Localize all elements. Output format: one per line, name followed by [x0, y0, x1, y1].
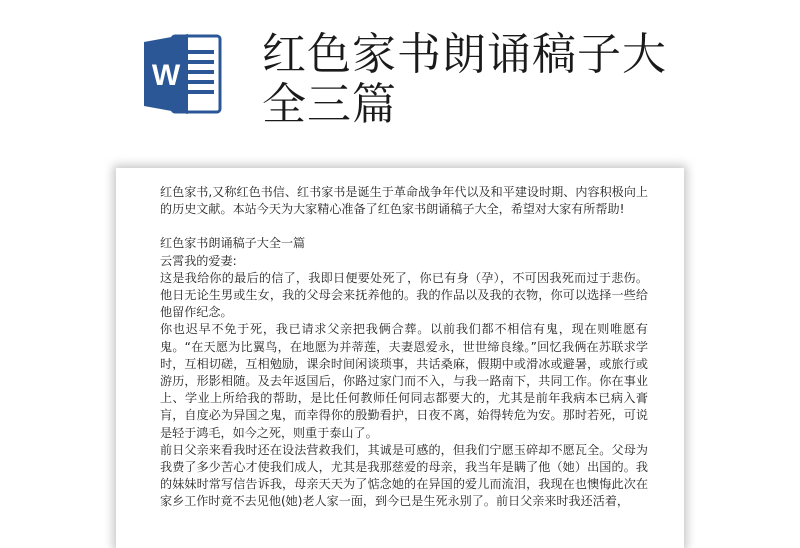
title-line-2: 全三篇: [262, 79, 397, 130]
page-title: [262, 30, 762, 130]
header: [0, 0, 800, 150]
document-body: [160, 184, 648, 511]
body-paragraph-2: 你也迟早不免于死，我已请求父亲把我俩合葬。以前我们都不相信有鬼，现在则唯愿有鬼。“在天愿为比翼鸟，在地愿为并蒂莲，夫妻恩爱永，世世缔良缘。”回忆我俩在苏联求学时，互相切磋，互相勉励，课余时间闲谈琐事，共话桑麻，假期中或滑冰或避暑，或旅行或游历，形影相随。及去年返国后，你路过家门而不入，与我一路南下，共同工作。你在事业上、学业上所给我的帮助，是比任何教师任何同志都要大的，尤其是前年我病本已病入膏肓，自度必为异国之鬼，而幸得你的殷勤看护，日夜不离，始得转危为安。那时若死，可说是轻于鸿毛，如今之死，则重于泰山了。: [160, 322, 648, 440]
body-paragraph-3: 前日父亲来看我时还在设法营救我们，其诚是可感的，但我们宁愿玉碎却不愿瓦全。父母为我费了多少苦心才使我们成人，尤其是我那慈爱的母亲，我当年是瞒了他（她）出国的。我的妹妹时常写信告诉我，母亲天天为了惦念她的在异国的爱儿而流泪，我现在也懊悔此次在家乡工作时竟不去见他(她)老人家一面，到今已是生死永别了。前日父亲来时我还活着，: [160, 442, 648, 509]
paragraph-spacer: [160, 218, 648, 235]
salutation: 云霄我的爱妻:: [160, 253, 237, 268]
intro-paragraph: 红色家书,又称红色书信、红书家书是诞生于革命战争年代以及和平建设时期、内容积极向上的历史文献。本站今天为大家精心准备了红色家书朗诵稿子大全，希望对大家有所帮助!: [160, 185, 648, 217]
word-doc-icon: [142, 30, 224, 118]
section-title: 红色家书朗诵稿子大全一篇: [160, 236, 306, 251]
document-page: [116, 168, 684, 548]
body-paragraph-1: 这是我给你的最后的信了，我即日便要处死了，你已有身（孕），不可因我死而过于悲伤。他日无论生男或生女，我的父母会来抚养他的。我的作品以及我的衣物，你可以选择一些给他留作纪念。: [160, 270, 648, 320]
title-line-1: 红色家书朗诵稿子大: [262, 29, 667, 80]
svg-text:W: W: [151, 59, 181, 92]
